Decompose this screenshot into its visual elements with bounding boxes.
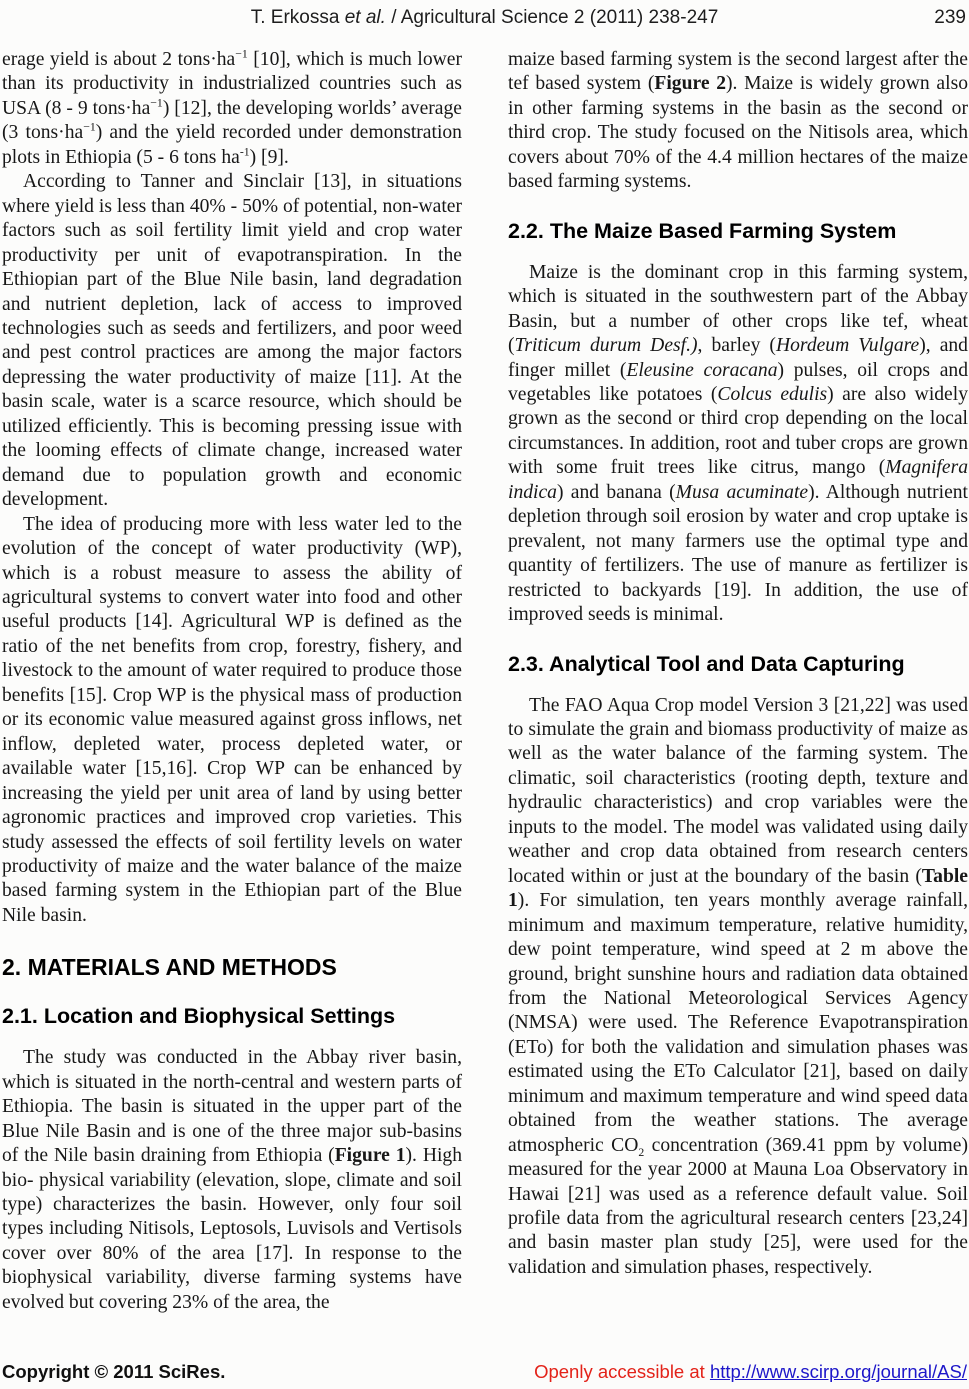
paragraph: erage yield is about 2 $tons\cdot ha^{-1}$ [10], which is much lower than its productivity in industrialized countries such as USA (8 - 9 $tons\cdot ha^{-1}$) [12], the developing worlds’ average (3 $tons\cdot ha^{-1}$) and the yield recorded under demonstration plots in Ethiopia (5 - 6 tons $ha^{-1}$) [9]. [2, 47, 462, 168]
running-head-title: T. Erkossa et al. / Agricultural Science 2 (2011) 238-247 [250, 7, 719, 28]
paragraph: maize based farming system is the second largest after the tef based system (Figure 2). Maize is widely grown also in other farming systems in the basin as the second or third crop. The study focused on the Nitisols area, which covers about 70% of the 4.4 million hectares of the maize based farming systems. [508, 49, 968, 193]
paragraph: Maize is the dominant crop in this farming system, which is situated in the southwestern part of the Abbay Basin, but a number of other crops like tef, wheat (Triticum durum Desf.), barley (Hordeum Vulgare), and finger millet (Eleusine coracana) pulses, oil crops and vegetables like potatoes (Colcus edulis) are also widely grown as the second or third crop depending on the local circumstances. In addition, root and tuber crops are grown with some fruit trees like citrus, mango (Magnifera indica) and banana (Musa acuminate). Although nutrient depletion through soil erosion by water and crop uptake is prevalent, not many farmers use the optimal type and quantity of fertilizers. The use of manure as fertilizer is restricted to backyards [19]. In addition, the use of improved seeds is minimal. [508, 261, 968, 626]
paragraph: The FAO Aqua Crop model Version 3 [21,22] was used to simulate the grain and biomass productivity of maize as well as the water balance of the farming system. The climatic, soil characteristics (rooting depth, texture and hydraulic characteristics) and crop variables were the inputs to the model. The model was validated using daily weather and crop data obtained from research centers located within or just at the boundary of the basin (Table 1). For simulation, ten years monthly average rainfall, minimum and maximum temperature, relative humidity, dew point temperature, wind speed at 2 m above the ground, bright sunshine hours and radiation data obtained from the National Meteorological Services Agency (NMSA) were used. The Reference Evapotranspiration (ETo) for both the validation and simulation phases was estimated using the ETo Calculator [21], based on daily minimum and maximum temperature and wind speed data obtained from the weather stations. The average atmospheric $CO_2$ concentration (369.41 ppm by volume) measured for the year 2000 at Mauna Loa Observatory in Hawai [21] was used as a reference default value. Soil profile data from the agricultural research centers [23,24] and basin master plan study [25], were used for the validation and simulation phases, respectively. [508, 694, 968, 1278]
journal-url-link[interactable]: http://www.scirp.org/journal/AS/ [709, 1361, 967, 1382]
page-footer [2, 1361, 967, 1383]
paragraph: According to Tanner and Sinclair [13], in situations where yield is less than 40% - 50% of potential, non-water factors such as soil fertility limit yield and crop water productivity per unit of evapotranspiration. In the Ethiopian part of the Blue Nile basin, land degradation and nutrient depletion, lack of access to improved technologies such as seeds and fertilizers, and poor weed and pest control practices are among the major factors depressing the water productivity of maize [11]. At the basin scale, water is a scarce resource, which should be utilized efficiently. This is becoming pressing issue with the looming effects of climate change, increased water demand due to population growth and economic development. [2, 171, 462, 511]
article-body [2, 48, 968, 1315]
copyright-notice: Copyright © 2011 SciRes. [2, 1361, 226, 1382]
subsection-heading: 2.2. The Maize Based Farming System [508, 218, 897, 243]
access-statement [534, 1361, 967, 1383]
section-heading: 2. MATERIALS AND METHODS [2, 954, 337, 981]
paragraph: The idea of producing more with less water led to the evolution of the concept of water productivity (WP), which is a robust measure to assess the ability of agricultural systems to convert water into food and other useful products [14]. Agricultural WP is defined as the ratio of the net benefits from crop, forestry, fishery, and livestock to the amount of water required to produce those benefits [15]. Crop WP is the physical mass of production or its economic value measured against gross inflows, net inflow, depleted water, process depleted water, or available water [15,16]. Crop WP can be enhanced by increasing the yield per unit area of land by using better agronomic practices and improved crop varieties. This study assessed the effects of soil fertility levels on water productivity of maize and the water balance of the maize based farming system in the Ethiopian part of the Blue Nile basin. [2, 513, 462, 926]
right-column [508, 48, 968, 1280]
left-column [2, 48, 462, 1315]
page-number: 239 [934, 7, 966, 28]
subsection-heading: 2.1. Location and Biophysical Settings [2, 1004, 396, 1029]
paragraph: The study was conducted in the Abbay river basin, which is situated in the north-central and western parts of Ethiopia. The basin is situated in the upper part of the Blue Nile Basin and is one of the three major sub-basins of the Nile basin draining from Ethiopia (Figure 1). High bio- physical variability (elevation, slope, climate and soil type) characterizes the basin. However, only four soil types including Nitisols, Leptosols, Luvisols and Vertisols cover over 80% of the area [17]. In response to the biophysical variability, diverse farming systems have evolved but covering 23% of the area, the [2, 1047, 463, 1313]
access-statement-text: Openly accessible at [534, 1361, 710, 1382]
subsection-heading: 2.3. Analytical Tool and Data Capturing [508, 651, 905, 676]
